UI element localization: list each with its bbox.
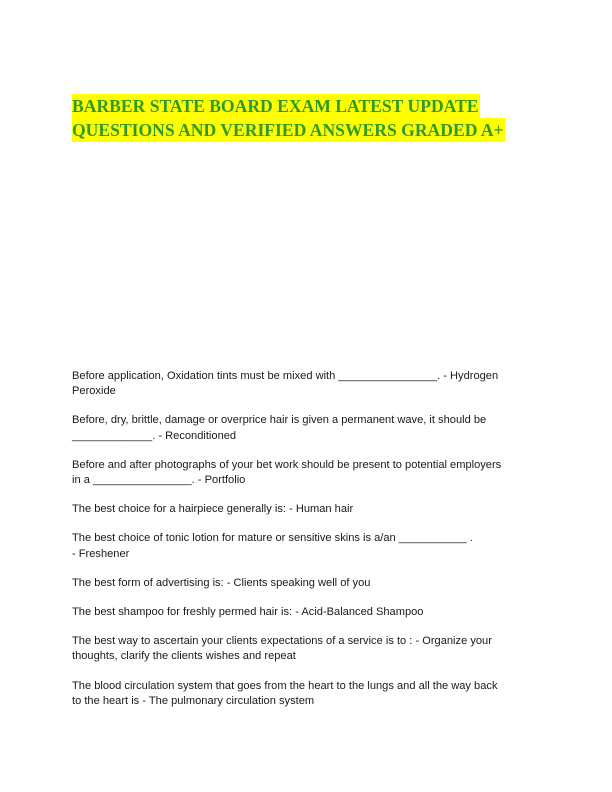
qa-item: The best choice of tonic lotion for mature or sensitive skins is a/an ___________ . - Freshener <box>72 532 473 560</box>
qa-item: The best way to ascertain your clients expectations of a service is to : - Organize your thoughts, clarify the clients wishes and repeat <box>72 635 492 663</box>
document-title <box>72 94 542 142</box>
title-line-1: BARBER STATE BOARD EXAM LATEST UPDATE <box>72 96 479 116</box>
qa-item: Before and after photographs of your bet work should be present to potential employers in a ________________. - Portfolio <box>72 458 502 487</box>
qa-item: The best shampoo for freshly permed hair is: - Acid-Balanced Shampoo <box>72 606 424 619</box>
qa-item: The best choice for a hairpiece generally is: - Human hair <box>72 503 354 516</box>
qa-item: Before application, Oxidation tints must be mixed with ________________. - Hydrogen Peroxide <box>72 370 499 398</box>
qa-item: The best form of advertising is: - Clients speaking well of you <box>72 576 371 589</box>
question-answer-list <box>72 369 550 723</box>
qa-item: Before, dry, brittle, damage or overprice hair is given a permanent wave, it should be _____________. - Reconditioned <box>72 414 487 442</box>
title-line-2: QUESTIONS AND VERIFIED ANSWERS GRADED A+ <box>72 120 504 140</box>
qa-item: The blood circulation system that goes from the heart to the lungs and all the way back to the heart is - The pulmonary circulation system <box>72 679 498 707</box>
